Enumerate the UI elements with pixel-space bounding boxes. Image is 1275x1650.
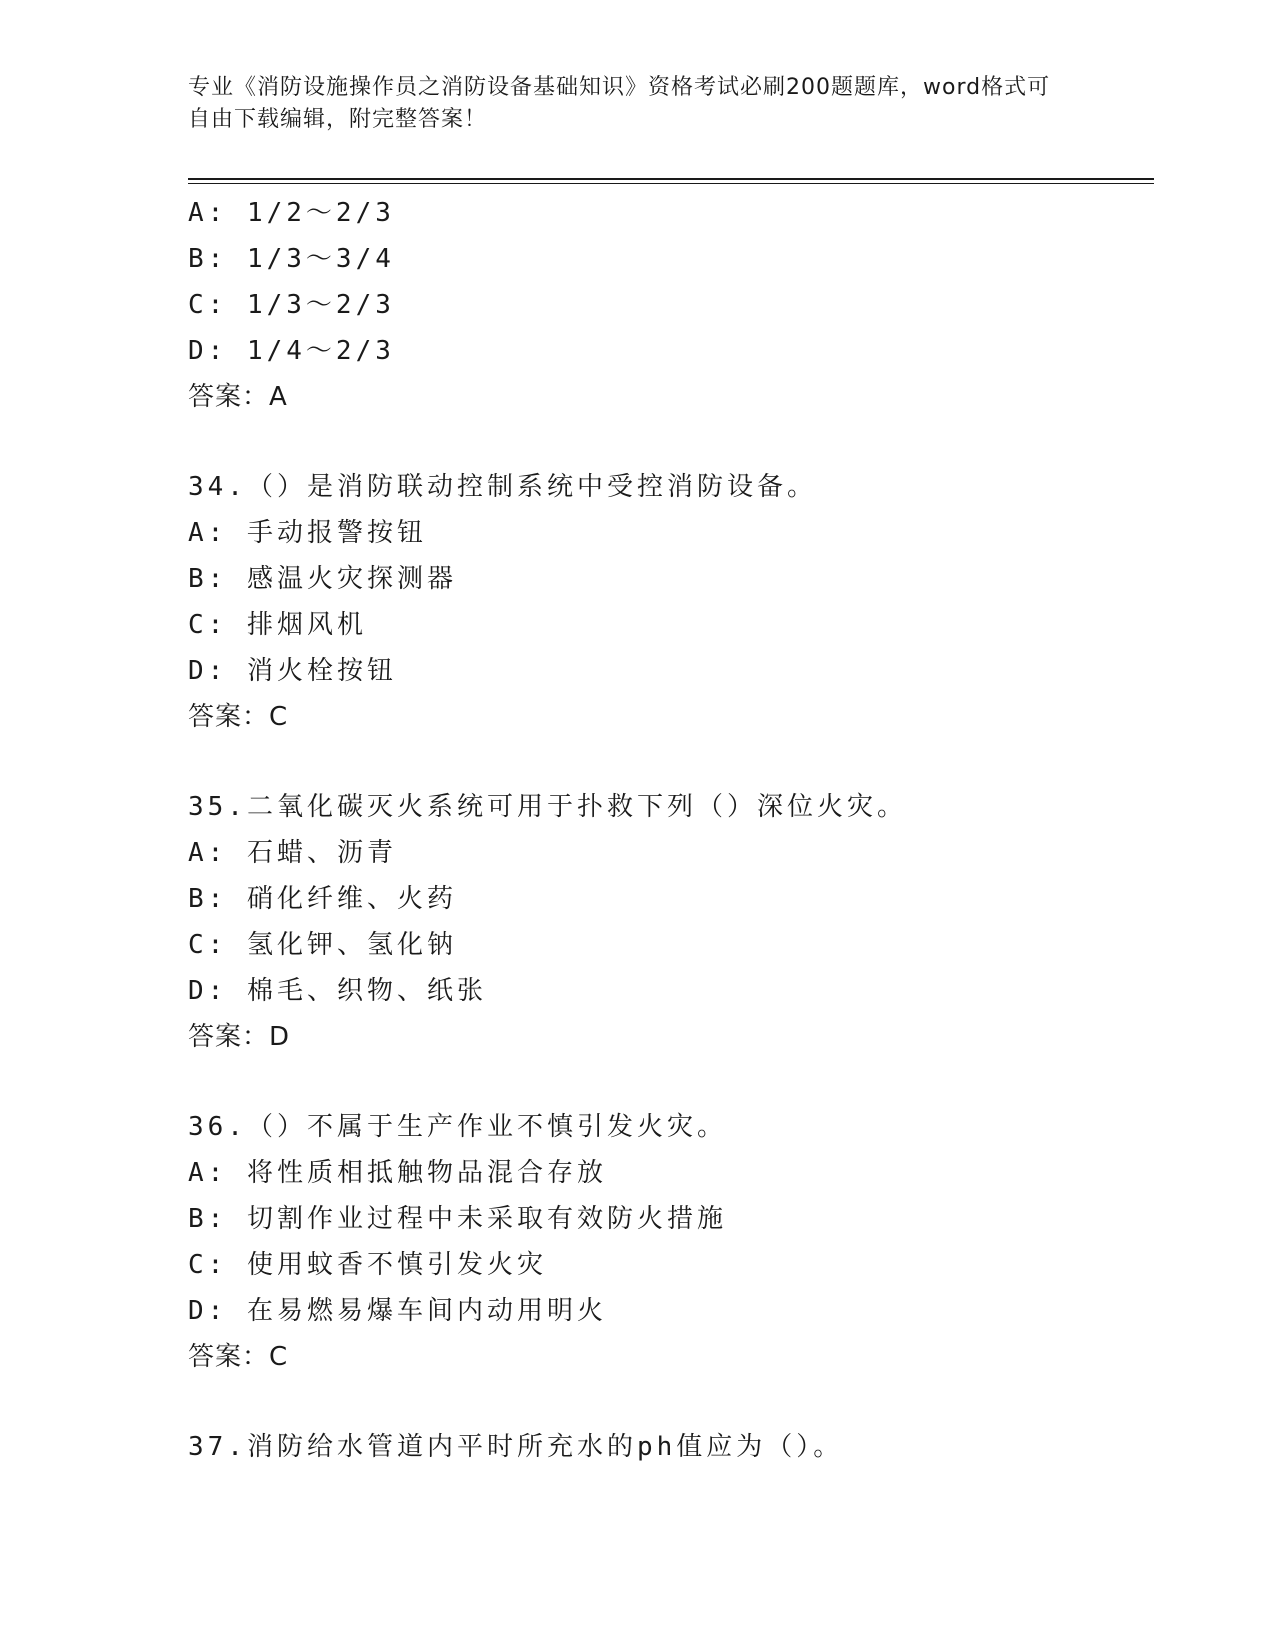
- option-c: C: 氢化钾、氢化钠: [188, 930, 457, 960]
- spacer: [188, 420, 1154, 464]
- option-a: A: 石蜡、沥青: [188, 838, 397, 868]
- question-block: [188, 1104, 1154, 1380]
- spacer: [188, 740, 1154, 784]
- option-b: B: 切割作业过程中未采取有效防火措施: [188, 1204, 727, 1234]
- option-d: D: 消火栓按钮: [188, 656, 397, 686]
- option-b: B: 感温火灾探测器: [188, 564, 457, 594]
- question-text: 37.消防给水管道内平时所充水的ph值应为（）。: [188, 1432, 844, 1462]
- document-header: 专业《消防设施操作员之消防设备基础知识》资格考试必刷200题题库，word格式可自由下载编辑，附完整答案！: [188, 75, 1051, 132]
- spacer: [188, 1060, 1154, 1104]
- answer-line: 答案：C: [188, 702, 289, 732]
- question-text: 35.二氧化碳灭火系统可用于扑救下列（）深位火灾。: [188, 792, 907, 822]
- option-a: A: 手动报警按钮: [188, 518, 427, 548]
- question-block: [188, 464, 1154, 740]
- question-text: 34.（）是消防联动控制系统中受控消防设备。: [188, 472, 817, 502]
- option-a: A: 1/2～2/3: [188, 198, 395, 228]
- option-c: C: 1/3～2/3: [188, 290, 395, 320]
- spacer: [188, 1380, 1154, 1424]
- option-c: C: 排烟风机: [188, 610, 367, 640]
- answer-line: 答案：C: [188, 1342, 289, 1372]
- answer-line: 答案：D: [188, 1022, 291, 1052]
- question-block: [188, 1424, 1154, 1470]
- question-block: [188, 190, 1154, 420]
- question-list: [188, 190, 1154, 1470]
- option-d: D: 棉毛、织物、纸张: [188, 976, 487, 1006]
- question-block: [188, 784, 1154, 1060]
- question-text: 36.（）不属于生产作业不慎引发火灾。: [188, 1112, 727, 1142]
- option-c: C: 使用蚊香不慎引发火灾: [188, 1250, 547, 1280]
- option-b: B: 硝化纤维、火药: [188, 884, 457, 914]
- answer-line: 答案：A: [188, 382, 288, 412]
- option-d: D: 在易燃易爆车间内动用明火: [188, 1296, 607, 1326]
- option-a: A: 将性质相抵触物品混合存放: [188, 1158, 607, 1188]
- option-b: B: 1/3～3/4: [188, 244, 395, 274]
- option-d: D: 1/4～2/3: [188, 336, 395, 366]
- header-divider: [188, 178, 1154, 184]
